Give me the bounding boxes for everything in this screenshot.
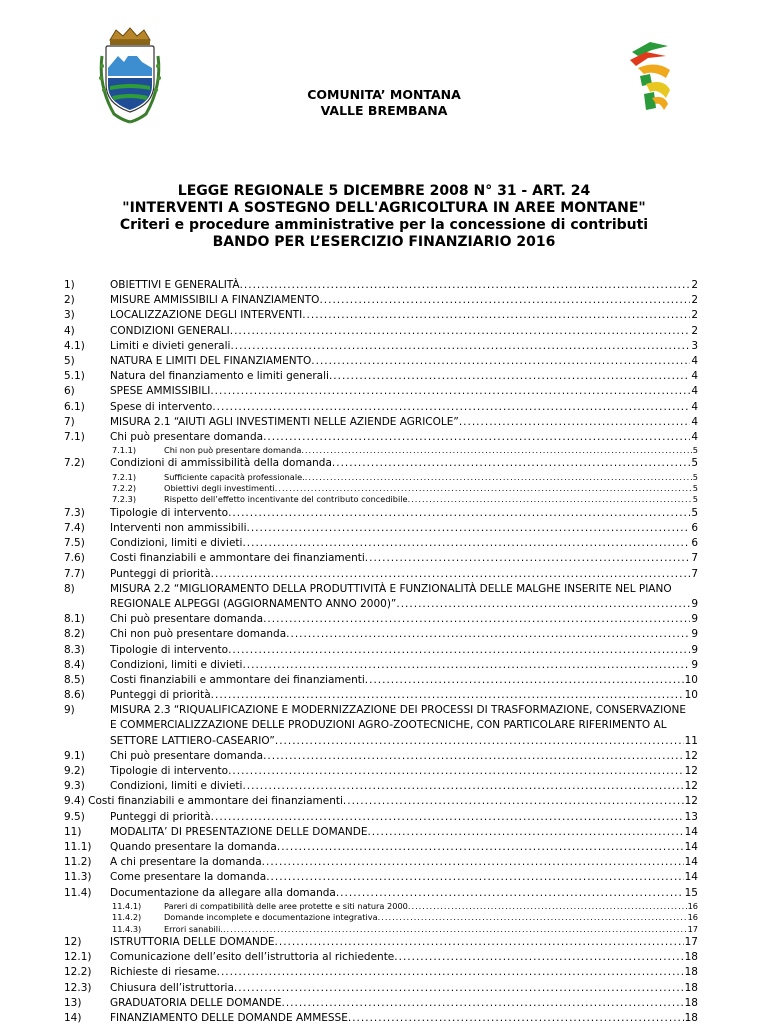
toc-entry-number: 7.6)	[64, 552, 85, 565]
organization-subname: VALLE BREMBANA	[320, 103, 448, 118]
toc-page-number: 15	[684, 886, 698, 899]
toc-entry-label: Errori sanabili.	[164, 923, 223, 934]
toc-page-number: 17	[684, 935, 698, 948]
toc-entry-text	[110, 855, 698, 869]
toc-entry[interactable]	[64, 400, 698, 415]
toc-entry[interactable]	[64, 308, 698, 323]
toc-entry-text	[110, 430, 698, 444]
toc-leader-dots	[367, 825, 683, 839]
toc-entry-number: 14)	[64, 1011, 82, 1024]
toc-page-number: 11	[684, 734, 698, 747]
toc-leader-dots	[348, 1011, 684, 1025]
toc-entry-text	[110, 870, 698, 884]
toc-leader-dots	[217, 965, 684, 979]
toc-leader-dots	[408, 901, 687, 912]
toc-entry-number: 8.6)	[64, 689, 85, 702]
toc-entry-number: 9)	[64, 704, 75, 717]
toc-entry-label: Chi non può presentare domanda	[110, 628, 287, 641]
toc-leader-dots	[302, 308, 690, 322]
toc-page-number: 9	[691, 628, 698, 641]
toc-entry[interactable]	[64, 612, 698, 627]
toc-entry-text	[164, 472, 698, 483]
document-title-law: LEGGE REGIONALE 5 DICEMBRE 2008 N° 31 - ART. 24	[177, 183, 591, 199]
toc-entry-number: 12.2)	[64, 966, 92, 979]
toc-leader-dots	[212, 400, 690, 414]
toc-entry-text	[110, 840, 698, 854]
toc-leader-dots	[275, 734, 684, 749]
toc-entry-label: Chi può presentare domanda	[110, 430, 264, 443]
toc-entry-number: 7.1)	[64, 430, 85, 443]
toc-entry-label: FINANZIAMENTO DELLE DOMANDE AMMESSE	[110, 1011, 348, 1024]
toc-page-number: 14	[684, 841, 698, 854]
toc-entry[interactable]	[64, 567, 698, 582]
toc-page-number: 4	[691, 354, 698, 367]
document-title-subject: "INTERVENTI A SOSTEGNO DELL'AGRICOLTURA IN AREE MONTANE"	[122, 200, 646, 216]
toc-entry-label: Richieste di riesame	[110, 966, 217, 979]
toc-page-number: 4	[691, 400, 698, 413]
toc-entry-text	[110, 293, 698, 307]
toc-page-number: 6	[691, 537, 698, 550]
toc-leader-dots	[394, 950, 683, 964]
toc-entry-number: 12)	[64, 935, 82, 948]
toc-entry-number: 1)	[64, 279, 75, 291]
toc-entry[interactable]	[64, 369, 698, 384]
toc-entry[interactable]	[64, 339, 698, 354]
toc-entry[interactable]	[64, 506, 698, 521]
toc-page-number: 7	[691, 567, 698, 580]
toc-entry-number: 9.1)	[64, 749, 85, 762]
toc-entry[interactable]	[64, 658, 698, 673]
toc-entry[interactable]	[64, 688, 698, 703]
toc-entry-text	[110, 688, 698, 702]
toc-entry-number: 7.7)	[64, 567, 85, 580]
toc-page-number: 9	[691, 658, 698, 671]
organization-name: COMUNITA’ MONTANA	[307, 87, 461, 102]
toc-leader-dots	[319, 293, 690, 307]
toc-entry-number: 8)	[64, 582, 75, 595]
toc-entry-text	[110, 886, 698, 900]
toc-page-number: 5	[692, 445, 698, 456]
toc-entry-text	[110, 965, 698, 979]
toc-entry-text	[110, 384, 698, 398]
toc-entry-label: Comunicazione dell’esito dell’istruttoria al richiedente	[110, 951, 395, 964]
toc-page-number: 18	[684, 951, 698, 964]
toc-page-number: 5	[692, 471, 698, 482]
toc-leader-dots	[275, 935, 684, 949]
toc-entry-label: Punteggi di priorità	[110, 810, 211, 823]
toc-entry-text	[110, 456, 698, 470]
toc-entry-number: 7.2.2)	[112, 483, 137, 494]
toc-page-number: 9	[691, 643, 698, 656]
toc-entry-number: 8.5)	[64, 673, 85, 686]
toc-entry-text	[164, 901, 698, 912]
toc-entry-text	[164, 445, 698, 456]
toc-entry-number: 2)	[64, 294, 75, 307]
document-title-bando: BANDO PER L’ESERCIZIO FINANZIARIO 2016	[212, 234, 556, 250]
toc-page-number: 5	[692, 483, 698, 494]
toc-entry-label-end: SETTORE LATTIERO-CASEARIO”	[110, 734, 275, 747]
toc-leader-dots	[247, 521, 691, 535]
toc-leader-dots	[378, 912, 687, 923]
table-of-contents	[64, 278, 698, 1026]
toc-entry[interactable]	[64, 354, 698, 369]
toc-entry[interactable]	[64, 415, 698, 430]
toc-entry[interactable]	[64, 445, 698, 456]
toc-entry-number: 9.3)	[64, 780, 85, 793]
toc-entry-label: A chi presentare la domanda	[110, 856, 262, 869]
toc-page-number: 4	[691, 370, 698, 383]
toc-leader-dots	[211, 567, 691, 581]
toc-entry-label: Interventi non ammissibili	[110, 522, 247, 534]
toc-entry-number: 5.1)	[64, 370, 85, 383]
toc-entry-label: OBIETTIVI E GENERALITÀ	[110, 279, 240, 291]
toc-leader-dots	[223, 924, 687, 935]
toc-leader-dots	[230, 339, 690, 353]
toc-entry-label: MODALITA’ DI PRESENTAZIONE DELLE DOMANDE	[110, 825, 368, 838]
toc-page-number: 4	[691, 415, 698, 428]
toc-entry[interactable]	[64, 384, 698, 399]
toc-entry-text	[110, 779, 698, 793]
toc-entry-text	[64, 794, 698, 808]
toc-page-number: 12	[684, 749, 698, 762]
toc-entry[interactable]	[64, 764, 698, 779]
toc-leader-dots	[240, 278, 691, 292]
toc-entry-text	[110, 354, 698, 368]
toc-entry-text	[164, 494, 698, 505]
toc-entry[interactable]	[64, 810, 698, 825]
toc-entry-text	[110, 400, 698, 414]
toc-leader-dots	[228, 643, 690, 657]
toc-entry-label: Condizioni, limiti e divieti	[110, 537, 243, 550]
toc-entry[interactable]	[64, 924, 698, 935]
toc-entry[interactable]	[64, 779, 698, 794]
toc-entry[interactable]	[64, 996, 698, 1011]
toc-page-number: 16	[687, 912, 698, 923]
toc-entry[interactable]	[64, 483, 698, 494]
toc-entry-text	[164, 924, 698, 935]
toc-page-number: 3	[691, 339, 698, 352]
toc-entry-label: Chiusura dell’istruttoria	[110, 981, 234, 994]
toc-entry-number: 8.3)	[64, 643, 85, 656]
toc-leader-dots	[266, 870, 683, 884]
document-title-criteria: Criteri e procedure amministrative per la concessione di contributi	[119, 217, 649, 233]
toc-page-number: 12	[684, 795, 698, 808]
toc-entry-label: SPESE AMMISSIBILI	[110, 385, 211, 398]
toc-page-number: 9	[691, 613, 698, 626]
toc-entry-text	[110, 551, 698, 565]
toc-entry[interactable]	[64, 840, 698, 855]
toc-leader-dots	[277, 840, 684, 854]
toc-entry-number: 6.1)	[64, 400, 85, 413]
toc-entry[interactable]	[64, 582, 698, 612]
toc-entry-text	[110, 369, 698, 383]
toc-entry-label: Punteggi di priorità	[110, 689, 211, 702]
toc-entry-label: Domande incomplete e documentazione integrativa	[164, 912, 378, 923]
toc-entry-number: 3)	[64, 309, 75, 322]
toc-entry-label: ISTRUTTORIA DELLE DOMANDE	[110, 935, 275, 948]
toc-entry-text	[164, 912, 698, 923]
toc-entry-number: 8.1)	[64, 613, 85, 626]
toc-entry-number: 7.3)	[64, 506, 85, 519]
toc-page-number: 7	[691, 552, 698, 565]
toc-leader-dots	[305, 472, 692, 483]
toc-leader-dots	[365, 673, 684, 687]
toc-entry-label: Condizioni, limiti e divieti	[110, 658, 243, 671]
toc-leader-dots	[311, 354, 690, 368]
toc-page-number: 10	[684, 673, 698, 686]
toc-entry-label: Sufficiente capacità professionale.	[164, 471, 305, 482]
toc-entry[interactable]	[64, 521, 698, 536]
toc-entry[interactable]	[64, 494, 698, 505]
toc-leader-dots	[228, 506, 690, 520]
toc-entry-number: 12.1)	[64, 951, 92, 964]
toc-entry-text	[110, 278, 698, 292]
toc-page-number: 18	[684, 996, 698, 1009]
toc-leader-dots	[343, 794, 684, 808]
toc-entry[interactable]	[64, 950, 698, 965]
toc-entry-number: 11.4.2)	[112, 912, 142, 923]
toc-leader-dots	[262, 855, 684, 869]
toc-entry[interactable]	[64, 1011, 698, 1026]
toc-entry-label: Chi non può presentare domanda	[164, 445, 302, 456]
toc-entry-label: NATURA E LIMITI DEL FINANZIAMENTO	[110, 354, 312, 367]
toc-entry-number: 7.2.3)	[112, 494, 137, 505]
toc-page-number: 14	[684, 856, 698, 869]
toc-entry[interactable]	[64, 643, 698, 658]
toc-entry-number: 4.1)	[64, 339, 85, 352]
toc-entry[interactable]	[64, 886, 698, 901]
toc-page-number: 9	[691, 597, 698, 610]
toc-leader-dots	[275, 483, 692, 494]
toc-entry-label: Pareri di compatibilità delle aree protette e siti natura 2000	[164, 900, 408, 911]
toc-leader-dots	[329, 369, 690, 383]
toc-page-number: 5	[691, 457, 698, 470]
toc-entry-number: 12.3)	[64, 981, 92, 994]
toc-entry-label: LOCALIZZAZIONE DEGLI INTERVENTI	[110, 309, 303, 322]
toc-entry-number: 8.2)	[64, 628, 85, 641]
toc-leader-dots	[408, 494, 692, 505]
toc-entry-text	[110, 324, 698, 338]
toc-entry-text	[110, 567, 698, 581]
toc-entry-label: Chi può presentare domanda	[110, 749, 264, 762]
toc-entry[interactable]	[64, 551, 698, 566]
toc-leader-dots	[301, 445, 691, 456]
toc-entry-number: 6)	[64, 385, 75, 398]
toc-entry-label: Rispetto dell’effetto incentivante del contributo concedibile	[164, 494, 408, 505]
toc-entry-number: 8.4)	[64, 658, 85, 671]
toc-entry-label: Tipologie di intervento	[110, 643, 229, 656]
toc-entry-text	[110, 950, 698, 964]
toc-entry-text	[110, 825, 698, 839]
toc-entry-label: Documentazione da allegare alla domanda	[110, 886, 336, 899]
toc-entry-label: Obiettivi degli investimenti	[164, 483, 275, 494]
toc-page-number: 2	[691, 294, 698, 307]
toc-page-number: 13	[684, 810, 698, 823]
toc-entry-label: Punteggi di priorità	[110, 567, 211, 580]
toc-entry-text	[164, 483, 698, 494]
toc-page-number: 2	[691, 324, 698, 337]
toc-entry-label: Costi finanziabili e ammontare dei finanziamenti	[110, 552, 365, 565]
toc-entry-text	[110, 643, 698, 657]
toc-entry-text	[110, 612, 698, 626]
toc-entry-text	[110, 415, 698, 429]
toc-page-number: 14	[684, 871, 698, 884]
toc-entry[interactable]	[64, 703, 698, 749]
toc-entry[interactable]	[64, 293, 698, 308]
toc-entry-label: 9.4) Costi finanziabili e ammontare dei finanziamenti	[64, 795, 343, 808]
toc-entry-text	[110, 981, 698, 995]
toc-leader-dots	[281, 996, 683, 1010]
toc-page-number: 12	[684, 765, 698, 778]
toc-entry[interactable]	[64, 536, 698, 551]
toc-entry-label: GRADUATORIA DELLE DOMANDE	[110, 996, 282, 1009]
toc-entry[interactable]	[64, 794, 698, 809]
toc-entry-text	[110, 703, 698, 749]
toc-entry[interactable]	[64, 855, 698, 870]
toc-leader-dots	[211, 688, 684, 702]
toc-entry-text	[110, 339, 698, 353]
toc-page-number: 12	[684, 780, 698, 793]
toc-page-number: 10	[684, 689, 698, 702]
toc-leader-dots	[234, 981, 684, 995]
toc-entry-number: 7)	[64, 415, 75, 428]
toc-leader-dots	[459, 415, 690, 429]
toc-entry[interactable]	[64, 981, 698, 996]
toc-entry-label: Costi finanziabili e ammontare dei finanziamenti	[110, 673, 365, 686]
toc-entry[interactable]	[64, 870, 698, 885]
toc-entry-number: 11.2)	[64, 856, 92, 869]
toc-leader-dots	[242, 536, 690, 550]
toc-entry-number: 9.2)	[64, 765, 85, 778]
toc-entry-label: Condizioni, limiti e divieti	[110, 780, 243, 793]
toc-page-number: 17	[687, 923, 698, 934]
toc-page-number: 5	[691, 506, 698, 519]
toc-entry-last-line	[110, 597, 698, 612]
toc-entry-label-end: REGIONALE ALPEGGI (AGGIORNAMENTO ANNO 2000)”	[110, 597, 397, 610]
toc-entry-text	[110, 1011, 698, 1025]
toc-leader-dots	[242, 658, 690, 672]
toc-entry-label: Limiti e divieti generali	[110, 339, 231, 352]
toc-page-number: 6	[691, 522, 698, 534]
toc-entry-text	[110, 810, 698, 824]
toc-entry-number: 5)	[64, 354, 75, 367]
toc-leader-dots	[211, 810, 684, 824]
toc-leader-dots	[396, 597, 690, 612]
toc-entry-number: 11.4)	[64, 886, 92, 899]
toc-entry[interactable]	[64, 456, 698, 471]
toc-entry-number: 11.4.1)	[112, 900, 142, 911]
toc-entry-text	[110, 308, 698, 322]
toc-entry-text	[110, 658, 698, 672]
toc-page-number: 18	[684, 981, 698, 994]
toc-leader-dots	[365, 551, 691, 565]
toc-entry[interactable]	[64, 324, 698, 339]
toc-entry-text	[110, 996, 698, 1010]
toc-leader-dots	[210, 384, 690, 398]
toc-entry-label: Tipologie di intervento	[110, 765, 229, 778]
toc-page-number: 18	[684, 1011, 698, 1024]
toc-entry[interactable]	[64, 627, 698, 642]
toc-entry-text	[110, 935, 698, 949]
toc-entry[interactable]	[64, 825, 698, 840]
toc-entry-text	[110, 506, 698, 520]
toc-entry-text	[110, 582, 698, 612]
toc-entry-label: Spese di intervento	[110, 400, 213, 413]
toc-entry-text	[110, 536, 698, 550]
toc-page-number: 2	[691, 309, 698, 322]
toc-entry-label: Natura del finanziamento e limiti generali	[110, 370, 329, 383]
toc-entry-number: 7.2)	[64, 457, 85, 470]
toc-leader-dots	[242, 779, 683, 793]
toc-page-number: 5	[692, 494, 698, 505]
toc-entry-text	[110, 749, 698, 763]
toc-entry-label: MISURA 2.3 “RIQUALIFICAZIONE E MODERNIZZAZIONE DEI PROCESSI DI TRASFORMAZIONE, CONSERVAZIONE	[110, 704, 686, 717]
toc-entry[interactable]	[64, 912, 698, 923]
toc-leader-dots	[230, 324, 691, 338]
toc-entry[interactable]	[64, 278, 698, 293]
toc-leader-dots	[332, 456, 690, 470]
toc-entry[interactable]	[64, 430, 698, 445]
toc-entry-label: CONDIZIONI GENERALI	[110, 324, 230, 337]
toc-entry[interactable]	[64, 673, 698, 688]
toc-entry[interactable]	[64, 901, 698, 912]
toc-page-number: 4	[691, 385, 698, 398]
toc-entry-number: 7.4)	[64, 522, 85, 534]
toc-entry-number: 4)	[64, 324, 75, 337]
toc-entry-number: 7.2.1)	[112, 471, 137, 482]
toc-entry-number: 11)	[64, 825, 82, 838]
toc-leader-dots	[286, 627, 690, 641]
toc-entry-number: 11.3)	[64, 871, 92, 884]
toc-page-number: 2	[691, 279, 698, 291]
toc-entry[interactable]	[64, 749, 698, 764]
toc-entry-number: 9.5)	[64, 810, 85, 823]
toc-entry-number: 7.1.1)	[112, 445, 137, 456]
toc-entry[interactable]	[64, 472, 698, 483]
toc-page-number: 4	[691, 430, 698, 443]
toc-entry-label: Tipologie di intervento	[110, 506, 229, 519]
toc-leader-dots	[228, 764, 684, 778]
toc-entry-number: 13)	[64, 996, 82, 1009]
toc-entry-text	[110, 521, 698, 535]
toc-entry-label: MISURA 2.1 “AIUTI AGLI INVESTIMENTI NELLE AZIENDE AGRICOLE”	[110, 415, 459, 428]
toc-page-number: 14	[684, 825, 698, 838]
toc-entry-text	[110, 764, 698, 778]
toc-entry-text	[110, 673, 698, 687]
toc-entry-label: Condizioni di ammissibilità della domanda	[110, 457, 332, 470]
toc-entry-text	[110, 627, 698, 641]
toc-leader-dots	[263, 612, 690, 626]
toc-leader-dots	[263, 430, 690, 444]
toc-entry-number: 7.5)	[64, 537, 85, 550]
toc-entry-label: Quando presentare la domanda	[110, 841, 277, 854]
toc-leader-dots	[336, 886, 684, 900]
toc-entry[interactable]	[64, 965, 698, 980]
toc-entry-label: Chi può presentare domanda	[110, 613, 264, 626]
toc-leader-dots	[263, 749, 684, 763]
toc-entry[interactable]	[64, 935, 698, 950]
toc-entry-label: MISURA 2.2 “MIGLIORAMENTO DELLA PRODUTTIVITÀ E FUNZIONALITÀ DELLE MALGHE INSERITE NEL PIANO	[110, 582, 672, 595]
toc-entry-label: Come presentare la domanda	[110, 871, 267, 884]
toc-page-number: 16	[687, 900, 698, 911]
toc-entry-label-continued: E COMMERCIALIZZAZIONE DELLE PRODUZIONI AGRO-ZOOTECNICHE, CON PARTICOLARE RIFERIMENTO AL	[110, 719, 667, 732]
toc-page-number: 18	[684, 966, 698, 979]
toc-entry-last-line	[110, 734, 698, 749]
toc-entry-label: MISURE AMMISSIBILI A FINANZIAMENTO	[110, 294, 320, 307]
toc-entry-number: 11.4.3)	[112, 923, 142, 934]
toc-entry-number: 11.1)	[64, 841, 92, 854]
